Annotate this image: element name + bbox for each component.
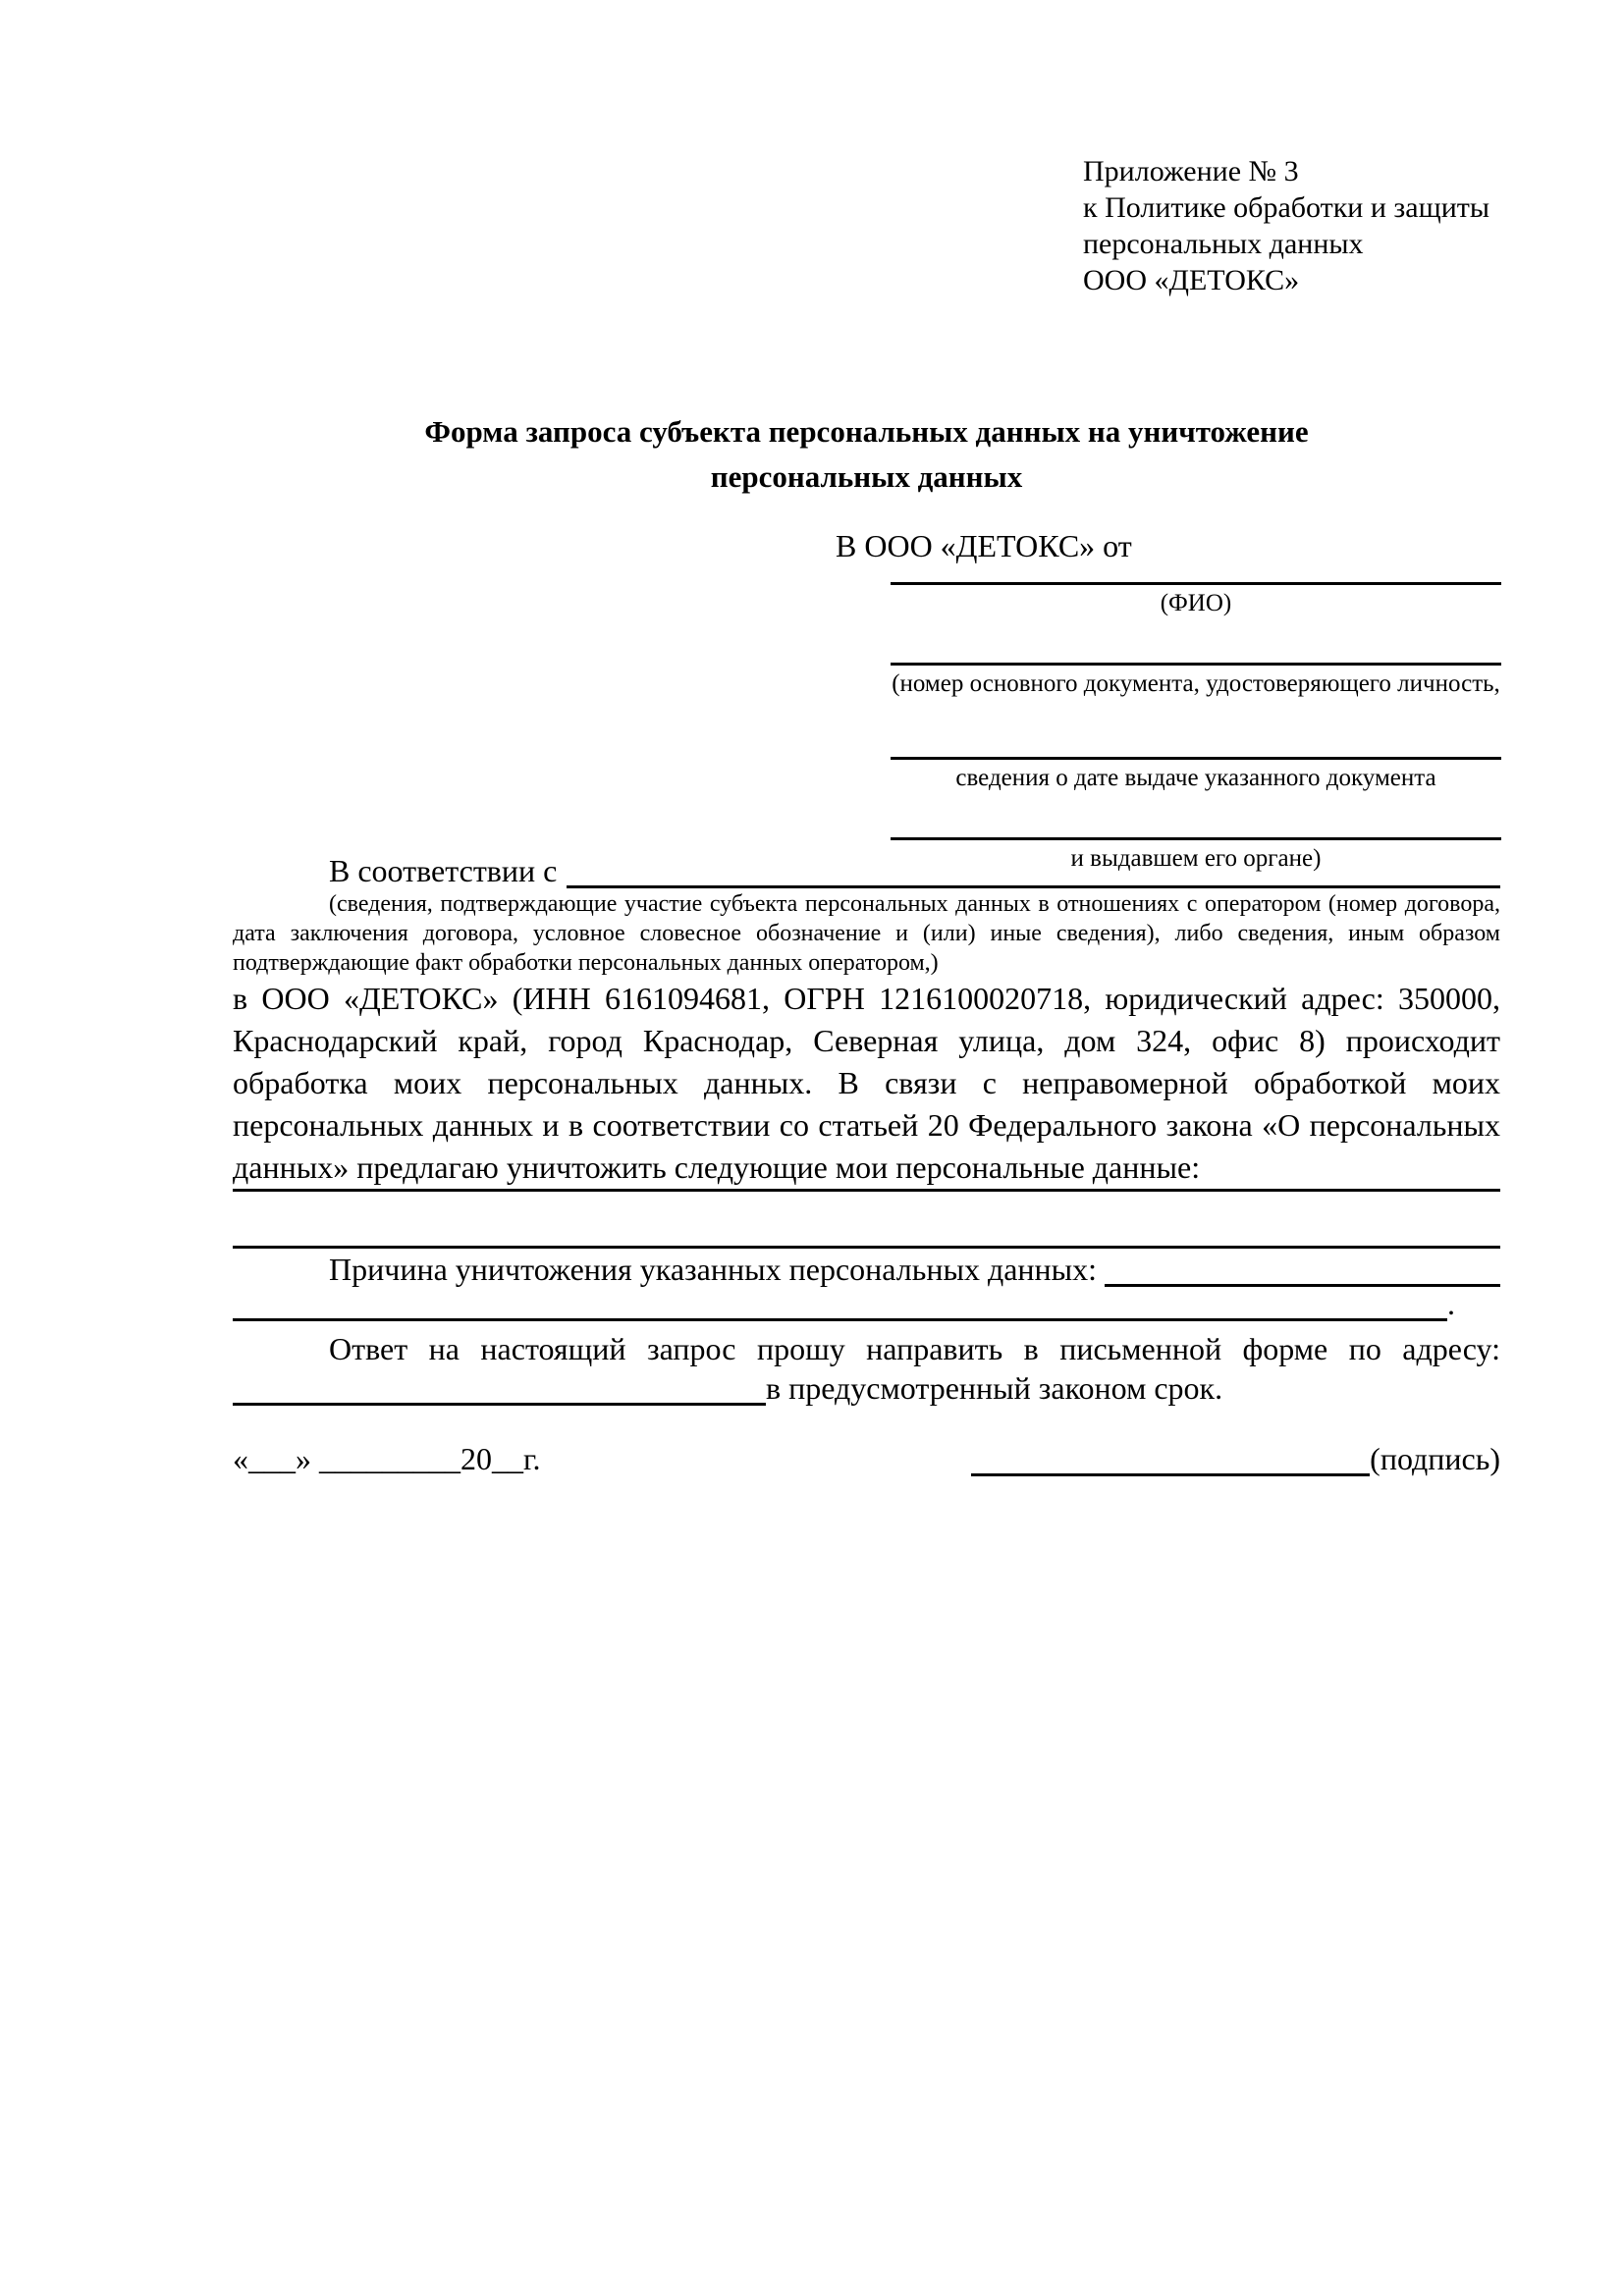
appendix-line: персональных данных <box>1083 228 1364 260</box>
issuing-authority-caption: и выдавшем его органе) <box>1070 845 1322 872</box>
body-paragraph: в ООО «ДЕТОКС» (ИНН 6161094681, ОГРН 1216100020718, юридический адрес: 350000, Краснодарский край, город Краснодар, Северная улица, дом 324, офис 8) происходит обработка моих персональных данных. В связи с неправомерной обработкой моих персональных данных и в соответствии со статьей 20 Федерального закона «О персональных данных» предлагаю уничтожить следующие мои персональные данные: <box>233 981 1500 1185</box>
reason-label: Причина уничтожения указанных персональных данных: <box>329 1252 1098 1287</box>
response-suffix: в предусмотренный законом срок. <box>766 1370 1223 1406</box>
appendix-line: к Политике обработки и защиты <box>1083 191 1490 224</box>
accordance-row <box>329 853 1500 889</box>
form-title <box>233 409 1500 500</box>
document-number-blank-line <box>891 663 1501 666</box>
signature-area <box>971 1441 1500 1477</box>
date-blank: «___» _________20__г. <box>233 1441 541 1476</box>
document-number-caption: (номер основного документа, удостоверяющего личность, <box>892 670 1500 697</box>
appendix-line: Приложение № 3 <box>1083 155 1299 187</box>
response-address-row <box>233 1370 1500 1407</box>
data-blank-line <box>233 1189 1500 1192</box>
reason-row <box>329 1252 1500 1288</box>
accordance-footnote: (сведения, подтверждающие участие субъекта персональных данных в отношениях с оператором (номер договора, дата заключения договора, условное словесное обозначение и (или) иные сведения), либо сведения, иным образом подтверждающие факт обработки персональных данных оператором,) <box>233 891 1500 976</box>
date-signature-row <box>233 1441 1500 1477</box>
appendix-line: ООО «ДЕТОКС» <box>1083 264 1300 296</box>
accordance-label: В соответствии с <box>329 853 558 888</box>
form-title-line: Форма запроса субъекта персональных данных на уничтожение <box>424 414 1309 449</box>
line-period: . <box>1447 1286 1455 1321</box>
response-request-line: Ответ на настоящий запрос прошу направить в письменной форме по адресу: <box>329 1331 1500 1366</box>
address-blank-line <box>233 1403 766 1406</box>
appendix-header <box>1083 153 1489 298</box>
issuing-authority-blank-line <box>891 837 1501 840</box>
signature-caption: (подпись) <box>1370 1441 1500 1476</box>
data-blank-line <box>233 1246 1500 1249</box>
fio-caption: (ФИО) <box>1160 590 1232 616</box>
accordance-blank-line <box>567 885 1500 888</box>
reason-blank-line <box>233 1318 1447 1321</box>
issue-date-caption: сведения о дате выдаче указанного документа <box>955 765 1436 791</box>
addressee-line: В ООО «ДЕТОКС» от <box>836 528 1132 563</box>
signature-blank-line <box>971 1473 1370 1476</box>
form-title-line: персональных данных <box>710 459 1023 494</box>
reason-continuation-row <box>233 1286 1500 1322</box>
fio-blank-line <box>891 582 1501 585</box>
issue-date-blank-line <box>891 757 1501 760</box>
